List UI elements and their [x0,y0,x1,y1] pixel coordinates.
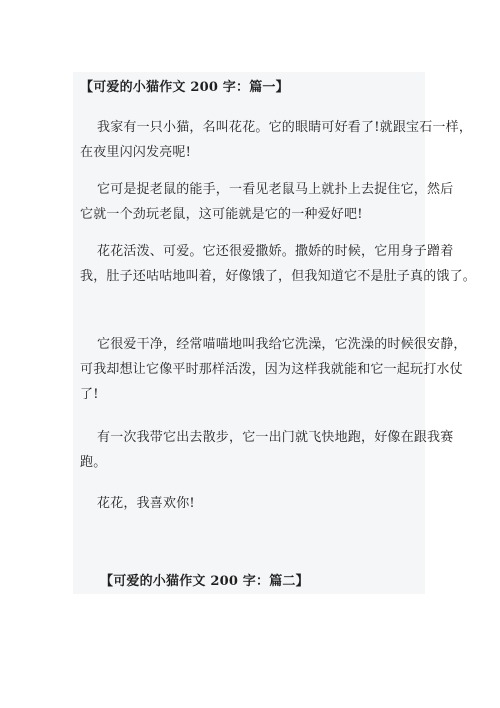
paragraph-3-line-1: 花花活泼、可爱。它还很爱撒娇。撒娇的时候，它用身子蹭着 [97,244,454,259]
paragraph-2-line-2: 它就一个劲玩老鼠，这可能就是它的一种爱好吧! [80,207,363,222]
heading-part-1: 【可爱的小猫作文 200 字：篇一】 [80,80,289,95]
heading-part-2: 【可爱的小猫作文 200 字：篇二】 [100,574,309,589]
paragraph-1-line-2: 在夜里闪闪发亮呢! [80,145,192,160]
paragraph-3-line-2: 我，肚子还咕咕地叫着，好像饿了，但我知道它不是肚子真的饿了。 [80,269,477,284]
paragraph-1-line-1: 我家有一只小猫，名叫花花。它的眼睛可好看了!就跟宝石一样， [97,120,473,135]
paragraph-4-line-3: 了! [80,387,99,402]
paragraph-5-line-2: 跑。 [80,455,107,470]
paragraph-5-line-1: 有一次我带它出去散步，它一出门就飞快地跑，好像在跟我赛 [97,430,454,445]
paragraph-4-line-2: 可我却想让它像平时那样活泼，因为这样我就能和它一起玩打水仗 [80,362,463,377]
paragraph-4-line-1: 它很爱干净，经常喵喵地叫我给它洗澡，它洗澡的时候很安静， [97,337,467,352]
paragraph-6-line-1: 花花，我喜欢你! [97,496,195,511]
paragraph-2-line-1: 它可是捉老鼠的能手，一看见老鼠马上就扑上去捉住它，然后 [97,182,454,197]
